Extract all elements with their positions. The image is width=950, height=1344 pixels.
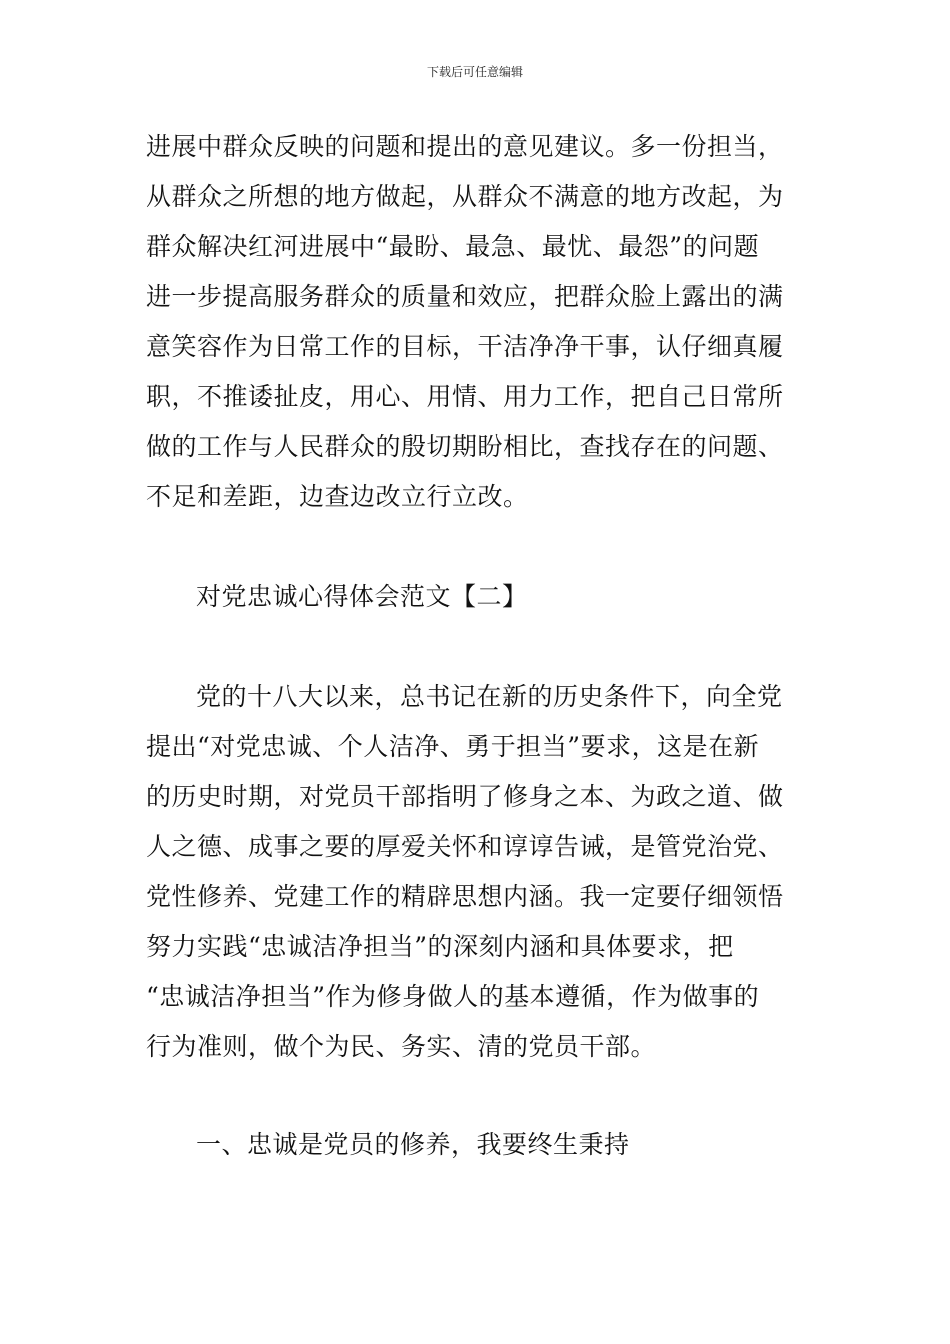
text-line: “忠诚洁净担当”作为修身做人的基本遵循，作为做事的: [146, 982, 760, 1011]
text-line: 从群众之所想的地方做起，从群众不满意的地方改起，为: [146, 182, 784, 211]
section-title-text: 对党忠诚心得体会范文【二】: [196, 582, 528, 611]
paragraph-continued: [146, 122, 810, 522]
text-line: 进一步提高服务群众的质量和效应，把群众脸上露出的满: [146, 282, 784, 311]
paragraph-intro: [146, 672, 810, 1072]
section-title: [196, 572, 860, 622]
text-line: 职，不推诿扯皮，用心、用情、用力工作，把自己日常所: [146, 382, 784, 411]
text-line: 努力实践“忠诚洁净担当”的深刻内涵和具体要求，把: [146, 932, 734, 961]
text-line: 人之德、成事之要的厚爱关怀和谆谆告诫，是管党治党、: [146, 832, 784, 861]
text-line: 党性修养、党建工作的精辟思想内涵。我一定要仔细领悟: [146, 882, 784, 911]
subheading: [196, 1120, 860, 1170]
text-line: 不足和差距，边查边改立行立改。: [146, 482, 529, 511]
page-header: 下载后可任意编辑: [426, 65, 523, 79]
text-line: 提出“对党忠诚、个人洁净、勇于担当”要求，这是在新: [146, 732, 760, 761]
text-line: 做的工作与人民群众的殷切期盼相比，查找存在的问题、: [146, 432, 784, 461]
text-line: 群众解决红河进展中“最盼、最急、最忧、最怨”的问题: [146, 232, 760, 261]
text-line: 的历史时期，对党员干部指明了修身之本、为政之道、做: [146, 782, 784, 811]
text-line: 行为准则，做个为民、务实、清的党员干部。: [146, 1032, 657, 1061]
text-line: 意笑容作为日常工作的目标，干洁净净干事，认仔细真履: [146, 332, 784, 361]
text-line: 进展中群众反映的问题和提出的意见建议。多一份担当，: [146, 132, 784, 161]
text-line: 党的十八大以来，总书记在新的历史条件下，向全党: [196, 682, 783, 711]
subheading-text: 一、忠诚是党员的修养，我要终生秉持: [196, 1130, 630, 1159]
